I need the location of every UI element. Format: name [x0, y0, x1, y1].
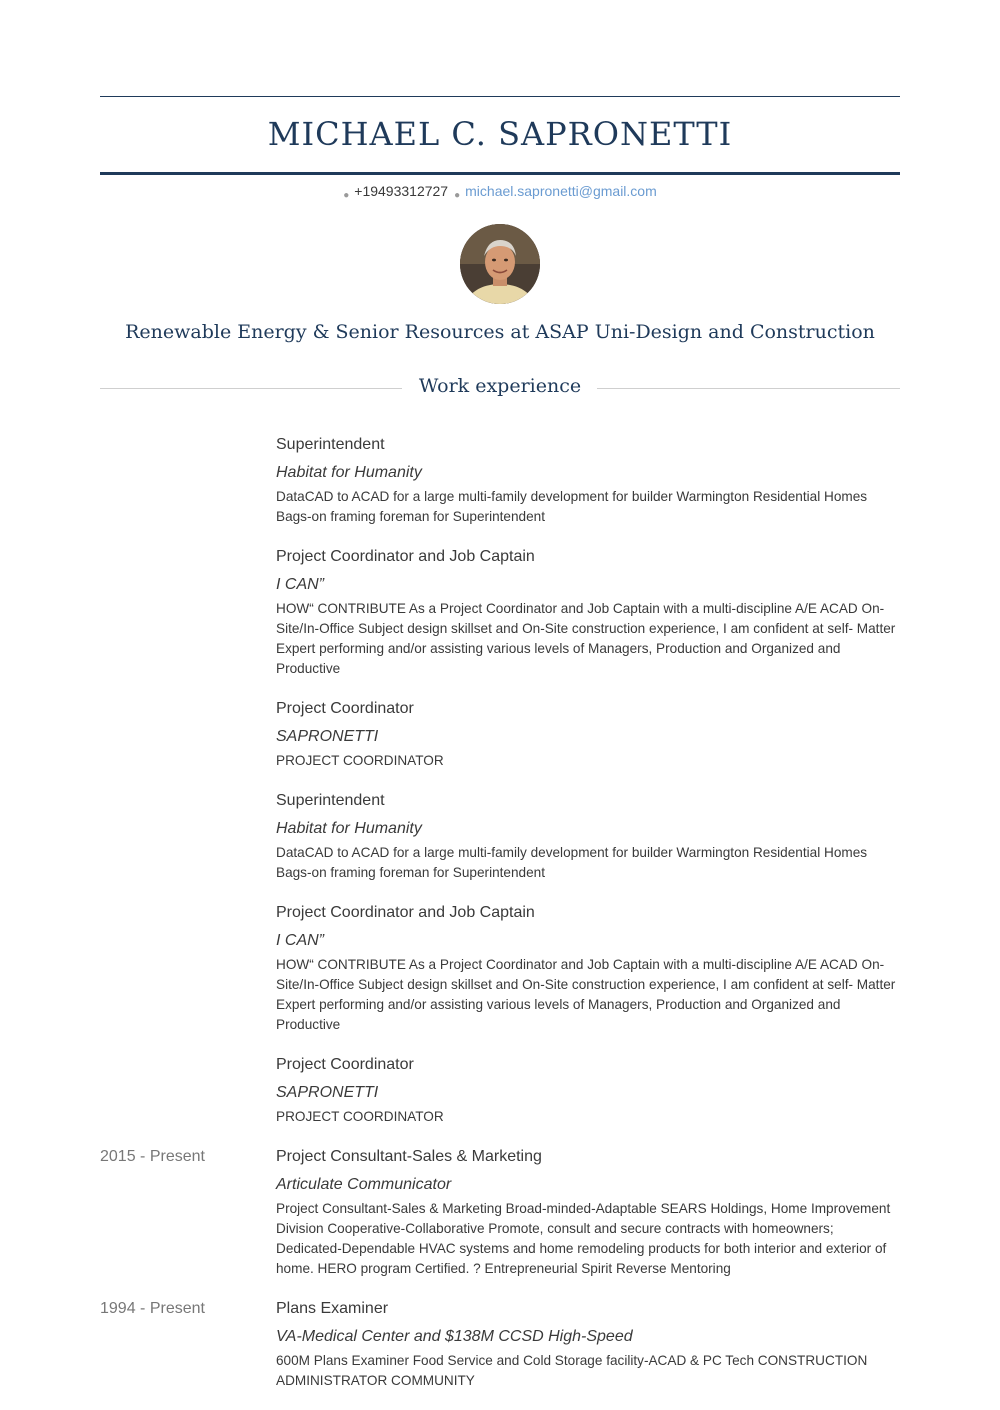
experience-role: Superintendent — [276, 436, 385, 453]
experience-description: HOW“ CONTRIBUTE As a Project Coordinator and Job Captain with a multi-discipline A/E ACAD On-Site/In-Office Subject design skillset and On-Site construction experience, I am confident at self- Matter Expert performing and/or assisting various levels of Managers, Production and Organized and Productive — [276, 957, 896, 1032]
contact-line — [100, 182, 900, 203]
experience-description: DataCAD to ACAD for a large multi-family development for builder Warmington Residential Homes Bags-on framing foreman for Superintendent — [276, 489, 868, 524]
experience-organization: I CAN” — [276, 576, 324, 593]
experience-organization: I CAN” — [276, 932, 324, 949]
experience-role: Plans Examiner — [276, 1300, 389, 1317]
avatar — [460, 224, 540, 304]
bullet-icon: ● — [454, 190, 461, 201]
section-header-work-experience — [100, 372, 900, 402]
experience-entry — [100, 1145, 900, 1279]
experience-role: Project Coordinator — [276, 1056, 414, 1073]
header-bottom-rule — [100, 172, 900, 175]
experience-entry — [100, 1297, 900, 1391]
experience-description: DataCAD to ACAD for a large multi-family development for builder Warmington Residential Homes Bags-on framing foreman for Superintendent — [276, 845, 868, 880]
experience-entry — [100, 1053, 900, 1127]
experience-role: Project Consultant-Sales & Marketing — [276, 1148, 542, 1165]
experience-entry — [100, 545, 900, 679]
candidate-name: MICHAEL C. SAPRONETTI — [267, 115, 733, 153]
experience-entry — [100, 789, 900, 883]
experience-role: Project Coordinator and Job Captain — [276, 548, 535, 565]
experience-role: Project Coordinator — [276, 700, 414, 717]
experience-date: 2015 - Present — [100, 1148, 205, 1165]
experience-organization: SAPRONETTI — [276, 728, 379, 745]
experience-date: 1994 - Present — [100, 1300, 205, 1317]
work-experience-list — [100, 433, 900, 1409]
section-rule-right — [597, 388, 900, 389]
experience-description: 600M Plans Examiner Food Service and Cold Storage facility-ACAD & PC Tech CONSTRUCTION ADMINISTRATOR COMMUNITY — [276, 1353, 868, 1388]
experience-role: Superintendent — [276, 792, 385, 809]
phone-number: +19493312727 — [354, 183, 449, 199]
experience-organization: Articulate Communicator — [276, 1176, 452, 1193]
experience-description: Project Consultant-Sales & Marketing Broad-minded-Adaptable SEARS Holdings, Home Improvement Division Cooperative-Collaborative Promote, consult and secure contracts with homeowners; Dedicated-Dependable HVAC systems and home remodeling products for both interior and exterior of home. HERO program Certified. ? Entrepreneurial Spirit Reverse Mentoring — [276, 1201, 891, 1276]
experience-organization: VA-Medical Center and $138M CCSD High-Speed — [276, 1328, 633, 1345]
email-link[interactable]: michael.sapronetti@gmail.com — [465, 183, 657, 199]
experience-description: PROJECT COORDINATOR — [276, 753, 444, 768]
experience-organization: Habitat for Humanity — [276, 464, 422, 481]
experience-description: HOW“ CONTRIBUTE As a Project Coordinator and Job Captain with a multi-discipline A/E ACAD On-Site/In-Office Subject design skillset and On-Site construction experience, I am confident at self- Matter Expert performing and/or assisting various levels of Managers, Production and Organized and Productive — [276, 601, 896, 676]
experience-organization: SAPRONETTI — [276, 1084, 379, 1101]
experience-role: Project Coordinator and Job Captain — [276, 904, 535, 921]
experience-entry — [100, 697, 900, 771]
professional-headline: Renewable Energy & Senior Resources at ASAP Uni-Design and Construction — [125, 321, 875, 343]
experience-entry — [100, 433, 900, 527]
experience-description: PROJECT COORDINATOR — [276, 1109, 444, 1124]
header-top-rule — [100, 96, 900, 97]
section-title: Work experience — [418, 375, 582, 397]
experience-organization: Habitat for Humanity — [276, 820, 422, 837]
avatar-photo — [460, 224, 540, 304]
bullet-icon: ● — [343, 190, 350, 201]
experience-entry — [100, 901, 900, 1035]
